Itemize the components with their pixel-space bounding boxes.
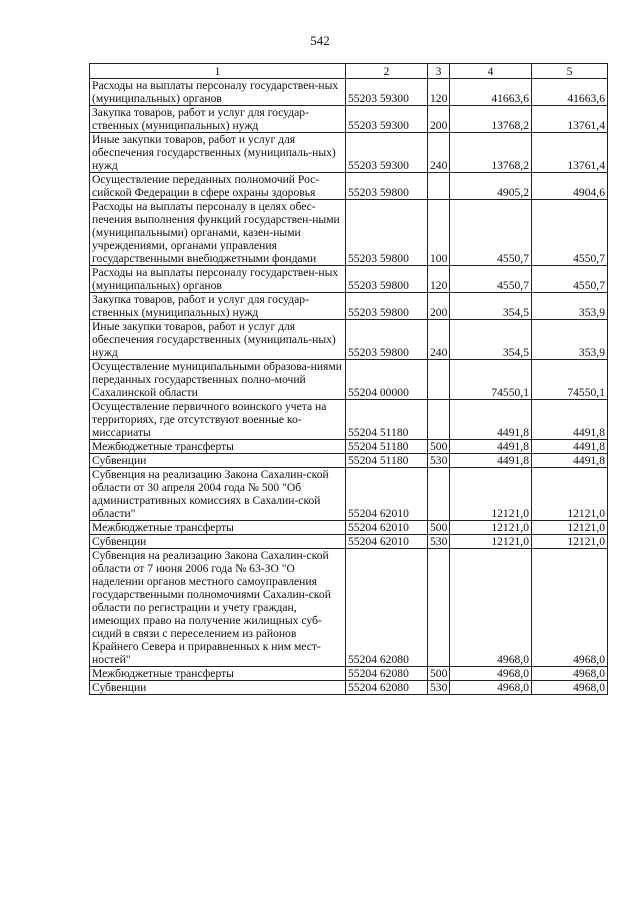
amount-col-5: 13761,4 [532, 106, 608, 133]
expense-type [428, 360, 450, 400]
header-col-4: 4 [450, 64, 532, 79]
header-col-3: 3 [428, 64, 450, 79]
budget-code: 55203 59300 [346, 133, 428, 173]
amount-col-4: 12121,0 [450, 521, 532, 535]
amount-col-5: 4968,0 [532, 667, 608, 681]
budget-code: 55203 59800 [346, 320, 428, 360]
row-description: Субвенция на реализацию Закона Сахалин-ской области от 7 июня 2006 года № 63-ЗО "О наделении органов местного самоуправления государственными полномочиями Сахалин-ской области по регистрации и учету граждан, имеющих право на получение жилищных суб-сидий в связи с переселением из районов Крайнего Севера и приравненных к ним мест-ностей" [90, 549, 346, 667]
row-description: Осуществление первичного воинского учета на территориях, где отсутствуют военные ко-миссариаты [90, 400, 346, 440]
amount-col-5: 4491,8 [532, 440, 608, 454]
expense-type: 530 [428, 454, 450, 468]
table-row [90, 133, 608, 173]
table-row [90, 681, 608, 695]
amount-col-5: 4968,0 [532, 549, 608, 667]
amount-col-5: 4491,8 [532, 400, 608, 440]
amount-col-5: 41663,6 [532, 79, 608, 106]
amount-col-5: 353,9 [532, 293, 608, 320]
row-description: Расходы на выплаты персоналу государствен-ных (муниципальных) органов [90, 79, 346, 106]
amount-col-4: 74550,1 [450, 360, 532, 400]
page-number: 542 [310, 33, 330, 48]
budget-code: 55203 59800 [346, 173, 428, 200]
amount-col-4: 41663,6 [450, 79, 532, 106]
amount-col-5: 74550,1 [532, 360, 608, 400]
table-row [90, 79, 608, 106]
budget-code: 55203 59300 [346, 79, 428, 106]
expense-type: 240 [428, 320, 450, 360]
budget-code: 55203 59800 [346, 266, 428, 293]
budget-code: 55204 62080 [346, 549, 428, 667]
table-row [90, 293, 608, 320]
table-row [90, 106, 608, 133]
table-header-row [90, 64, 608, 79]
table-row [90, 200, 608, 266]
table-row [90, 454, 608, 468]
amount-col-5: 12121,0 [532, 535, 608, 549]
budget-code: 55204 62080 [346, 667, 428, 681]
table-row [90, 400, 608, 440]
budget-code: 55204 00000 [346, 360, 428, 400]
expense-type: 530 [428, 535, 450, 549]
amount-col-4: 4968,0 [450, 549, 532, 667]
amount-col-5: 12121,0 [532, 521, 608, 535]
header-col-1: 1 [90, 64, 346, 79]
budget-code: 55203 59800 [346, 293, 428, 320]
amount-col-4: 354,5 [450, 293, 532, 320]
expense-type [428, 400, 450, 440]
row-description: Расходы на выплаты персоналу государствен-ных (муниципальных) органов [90, 266, 346, 293]
expense-type: 200 [428, 106, 450, 133]
row-description: Осуществление переданных полномочий Рос-сийской Федерации в сфере охраны здоровья [90, 173, 346, 200]
table-row [90, 360, 608, 400]
amount-col-5: 353,9 [532, 320, 608, 360]
table-row [90, 667, 608, 681]
budget-code: 55204 51180 [346, 400, 428, 440]
expense-type [428, 468, 450, 521]
row-description: Осуществление муниципальными образова-ниями переданных государственных полно-мочий Сахалинской области [90, 360, 346, 400]
expense-type: 240 [428, 133, 450, 173]
row-description: Субвенции [90, 535, 346, 549]
header-col-2: 2 [346, 64, 428, 79]
amount-col-4: 4968,0 [450, 667, 532, 681]
budget-table [89, 63, 608, 695]
amount-col-4: 4905,2 [450, 173, 532, 200]
amount-col-4: 12121,0 [450, 468, 532, 521]
amount-col-5: 4491,8 [532, 454, 608, 468]
budget-code: 55204 62010 [346, 535, 428, 549]
budget-code: 55204 51180 [346, 440, 428, 454]
amount-col-5: 4968,0 [532, 681, 608, 695]
row-description: Субвенции [90, 681, 346, 695]
row-description: Расходы на выплаты персоналу в целях обес-печения выполнения функций государствен-ными (муниципальными) органами, казен-ными учреждениями, органами управления государственными внебюджетными фондами [90, 200, 346, 266]
amount-col-4: 4491,8 [450, 440, 532, 454]
amount-col-4: 4491,8 [450, 454, 532, 468]
row-description: Межбюджетные трансферты [90, 521, 346, 535]
amount-col-4: 12121,0 [450, 535, 532, 549]
expense-type: 500 [428, 521, 450, 535]
row-description: Субвенция на реализацию Закона Сахалин-ской области от 30 апреля 2004 года № 500 "Об административных комиссиях в Сахалин-ской области" [90, 468, 346, 521]
amount-col-4: 4550,7 [450, 200, 532, 266]
table-row [90, 549, 608, 667]
amount-col-4: 13768,2 [450, 106, 532, 133]
amount-col-5: 13761,4 [532, 133, 608, 173]
row-description: Иные закупки товаров, работ и услуг для обеспечения государственных (муниципаль-ных) нужд [90, 320, 346, 360]
expense-type: 120 [428, 266, 450, 293]
amount-col-4: 13768,2 [450, 133, 532, 173]
row-description: Закупка товаров, работ и услуг для государ-ственных (муниципальных) нужд [90, 106, 346, 133]
table-row [90, 535, 608, 549]
expense-type: 120 [428, 79, 450, 106]
amount-col-4: 4491,8 [450, 400, 532, 440]
table-row [90, 320, 608, 360]
table-row [90, 266, 608, 293]
budget-code: 55203 59800 [346, 200, 428, 266]
amount-col-5: 12121,0 [532, 468, 608, 521]
header-col-5: 5 [532, 64, 608, 79]
row-description: Межбюджетные трансферты [90, 440, 346, 454]
budget-code: 55204 62010 [346, 521, 428, 535]
amount-col-4: 354,5 [450, 320, 532, 360]
expense-type: 200 [428, 293, 450, 320]
expense-type: 500 [428, 440, 450, 454]
row-description: Субвенции [90, 454, 346, 468]
amount-col-5: 4904,6 [532, 173, 608, 200]
budget-code: 55204 51180 [346, 454, 428, 468]
amount-col-4: 4550,7 [450, 266, 532, 293]
expense-type [428, 173, 450, 200]
expense-type: 530 [428, 681, 450, 695]
expense-type [428, 549, 450, 667]
amount-col-4: 4968,0 [450, 681, 532, 695]
budget-code: 55203 59300 [346, 106, 428, 133]
expense-type: 500 [428, 667, 450, 681]
amount-col-5: 4550,7 [532, 266, 608, 293]
expense-type: 100 [428, 200, 450, 266]
table-row [90, 468, 608, 521]
amount-col-5: 4550,7 [532, 200, 608, 266]
row-description: Межбюджетные трансферты [90, 667, 346, 681]
budget-code: 55204 62010 [346, 468, 428, 521]
table-row [90, 521, 608, 535]
table-row [90, 173, 608, 200]
row-description: Закупка товаров, работ и услуг для государ-ственных (муниципальных) нужд [90, 293, 346, 320]
budget-code: 55204 62080 [346, 681, 428, 695]
table-row [90, 440, 608, 454]
row-description: Иные закупки товаров, работ и услуг для обеспечения государственных (муниципаль-ных) нужд [90, 133, 346, 173]
